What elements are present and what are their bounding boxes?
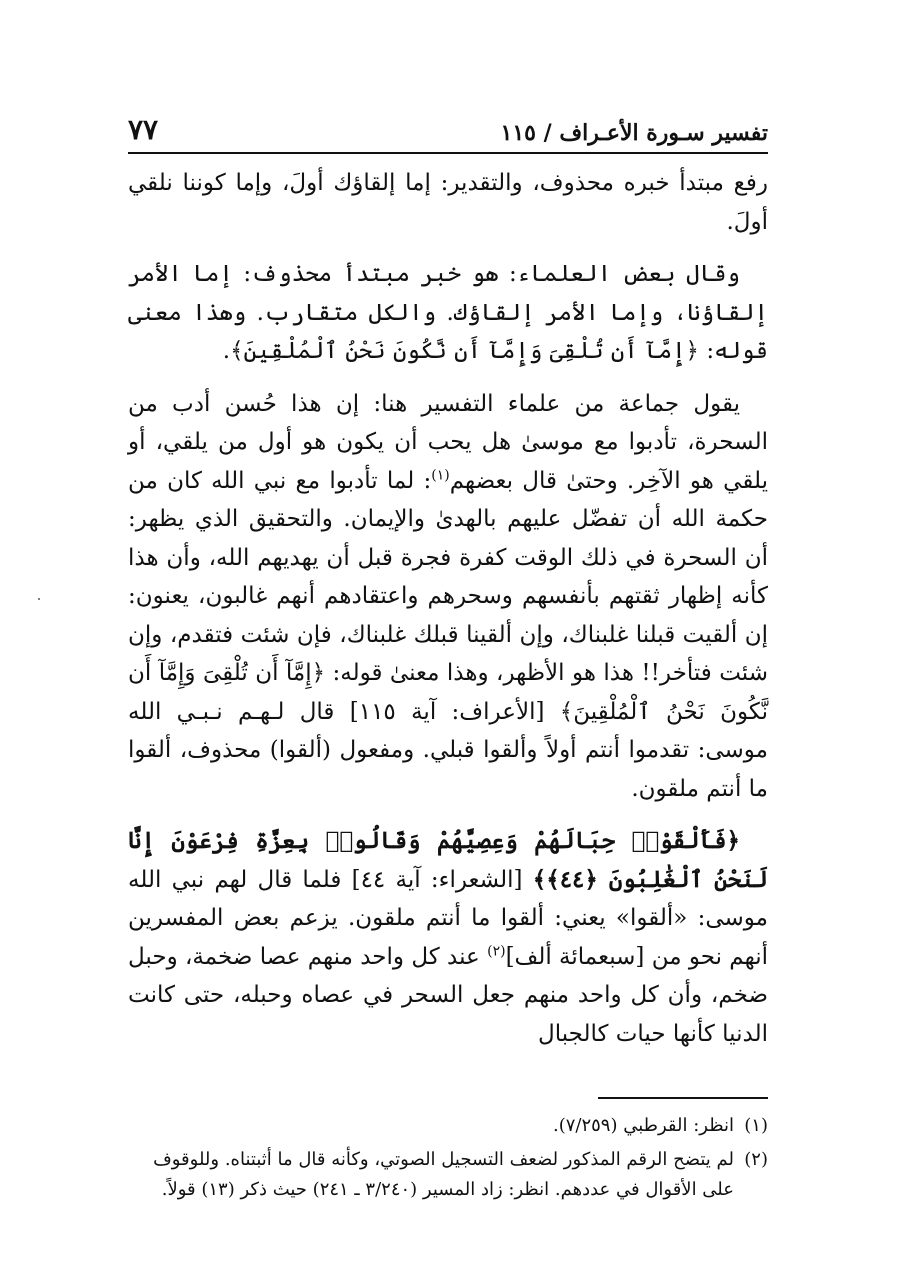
footnote-ref-2[interactable]: (٢): [487, 942, 506, 959]
paragraph-3-text-a: يقول جماعة من علماء التفسير هنا: إن هذا حُسن أدب من السحرة، تأدبوا مع موسىٰ هل يحب أن يكون هو أول من يلقي، أو يلقي هو الآخِر. وحتىٰ قال بعضهم: [128, 390, 768, 494]
footnote-2-mark: (٢): [744, 1149, 768, 1170]
book-page: [128, 112, 768, 1209]
running-header: [128, 112, 768, 154]
margin-speck: [38, 598, 40, 600]
paragraph-2: [128, 255, 768, 371]
paragraph-4-text-b: عند كل واحد منهم عصا ضخمة، وحبل ضخم، وأن كل واحد منهم جعل السحر في عصاه وحبله، حتى كانت الدنيا كأنها حيات كالجبال: [128, 943, 768, 1047]
footnote-ref-1[interactable]: (١): [431, 466, 450, 483]
body-text: [128, 164, 768, 1053]
footnotes: [128, 1111, 768, 1205]
footnote-1-text: انظر: القرطبي (٧/٢٥٩).: [552, 1115, 734, 1136]
paragraph-2-text: وقال بعض العلماء: هو خبر مبتدأ محذوف: إما الأمر إلقاؤنا، وإما الأمر إلقاؤك. والكل متقارب. وهذا معنى قوله: ﴿إِمَّآ أَن تُلْقِىَ وَإِمَّآ أَن نَّكُونَ نَحْنُ ٱلْمُلْقِينَ﴾.: [128, 261, 768, 364]
quran-verse: ﴿فَأَلْقَوْا۟ حِبَالَهُمْ وَعِصِيَّهُمْ وَقَالُوا۟ بِعِزَّةِ فِرْعَوْنَ إِنَّا لَنَحْنُ ٱلْغَٰلِبُونَ ﴿٤٤﴾﴾: [128, 827, 769, 893]
running-title: تفسير سـورة الأعـراف / ١١٥: [500, 120, 768, 146]
footnote-divider: [598, 1097, 768, 1099]
footnote-2-text: لم يتضح الرقم المذكور لضعف التسجيل الصوتي، وكأنه قال ما أثبتناه. وللوقوف على الأقوال في عددهم. انظر: زاد المسير (٣/٢٤٠ ـ ٢٤١) حيث ذكر (١٣) قولاً.: [153, 1149, 734, 1200]
page-number: ٧٧: [128, 113, 159, 146]
paragraph-3: [128, 385, 768, 809]
paragraph-3-text-b: : لما تأدبوا مع نبي الله كان من حكمة الله أن تفضّل عليهم بالهدىٰ والإيمان. والتحقيق الذي يظهر: أن السحرة في ذلك الوقت كفرة فجرة قبل أن يهديهم الله، وأن هذا كأنه إظهار ثقتهم بأنفسهم وسحرهم واعتقادهم أنهم غالبون، يعنون: إن ألقيت قبلنا غلبناك، وإن ألقينا قبلك غلبناك، فإن شئت فتقدم، وإن شئت فتأخر!! هذا هو الأظهر، وهذا معنىٰ قوله: ﴿إِمَّآ أَن تُلْقِىَ وَإِمَّآ أَن نَّكُونَ نَحْنُ ٱلْمُلْقِينَ﴾ [الأعراف: آية ١١٥] قال لـهـم نـبـي الله موسى: تقدموا أنتم أولاً وألقوا قبلي. ومفعول (ألقوا) محذوف، ألقوا ما أنتم ملقون.: [128, 467, 768, 802]
paragraph-1: [128, 164, 768, 241]
paragraph-1-text: رفع مبتدأ خبره محذوف، والتقدير: إما إلقاؤك أولَ، وإما كوننا نلقي أولَ.: [128, 170, 768, 235]
footnote-1: [128, 1111, 768, 1141]
paragraph-4: [128, 822, 768, 1053]
footnote-2: [128, 1145, 768, 1205]
footnote-1-mark: (١): [744, 1115, 768, 1136]
paragraph-4-text-a: [الشعراء: آية ٤٤] فلما قال لهم نبي الله موسى: «ألقوا» يعني: ألقوا ما أنتم ملقون. يزعم بعض المفسرين أنهم نحو من [سبعمائة ألف]: [128, 866, 768, 970]
